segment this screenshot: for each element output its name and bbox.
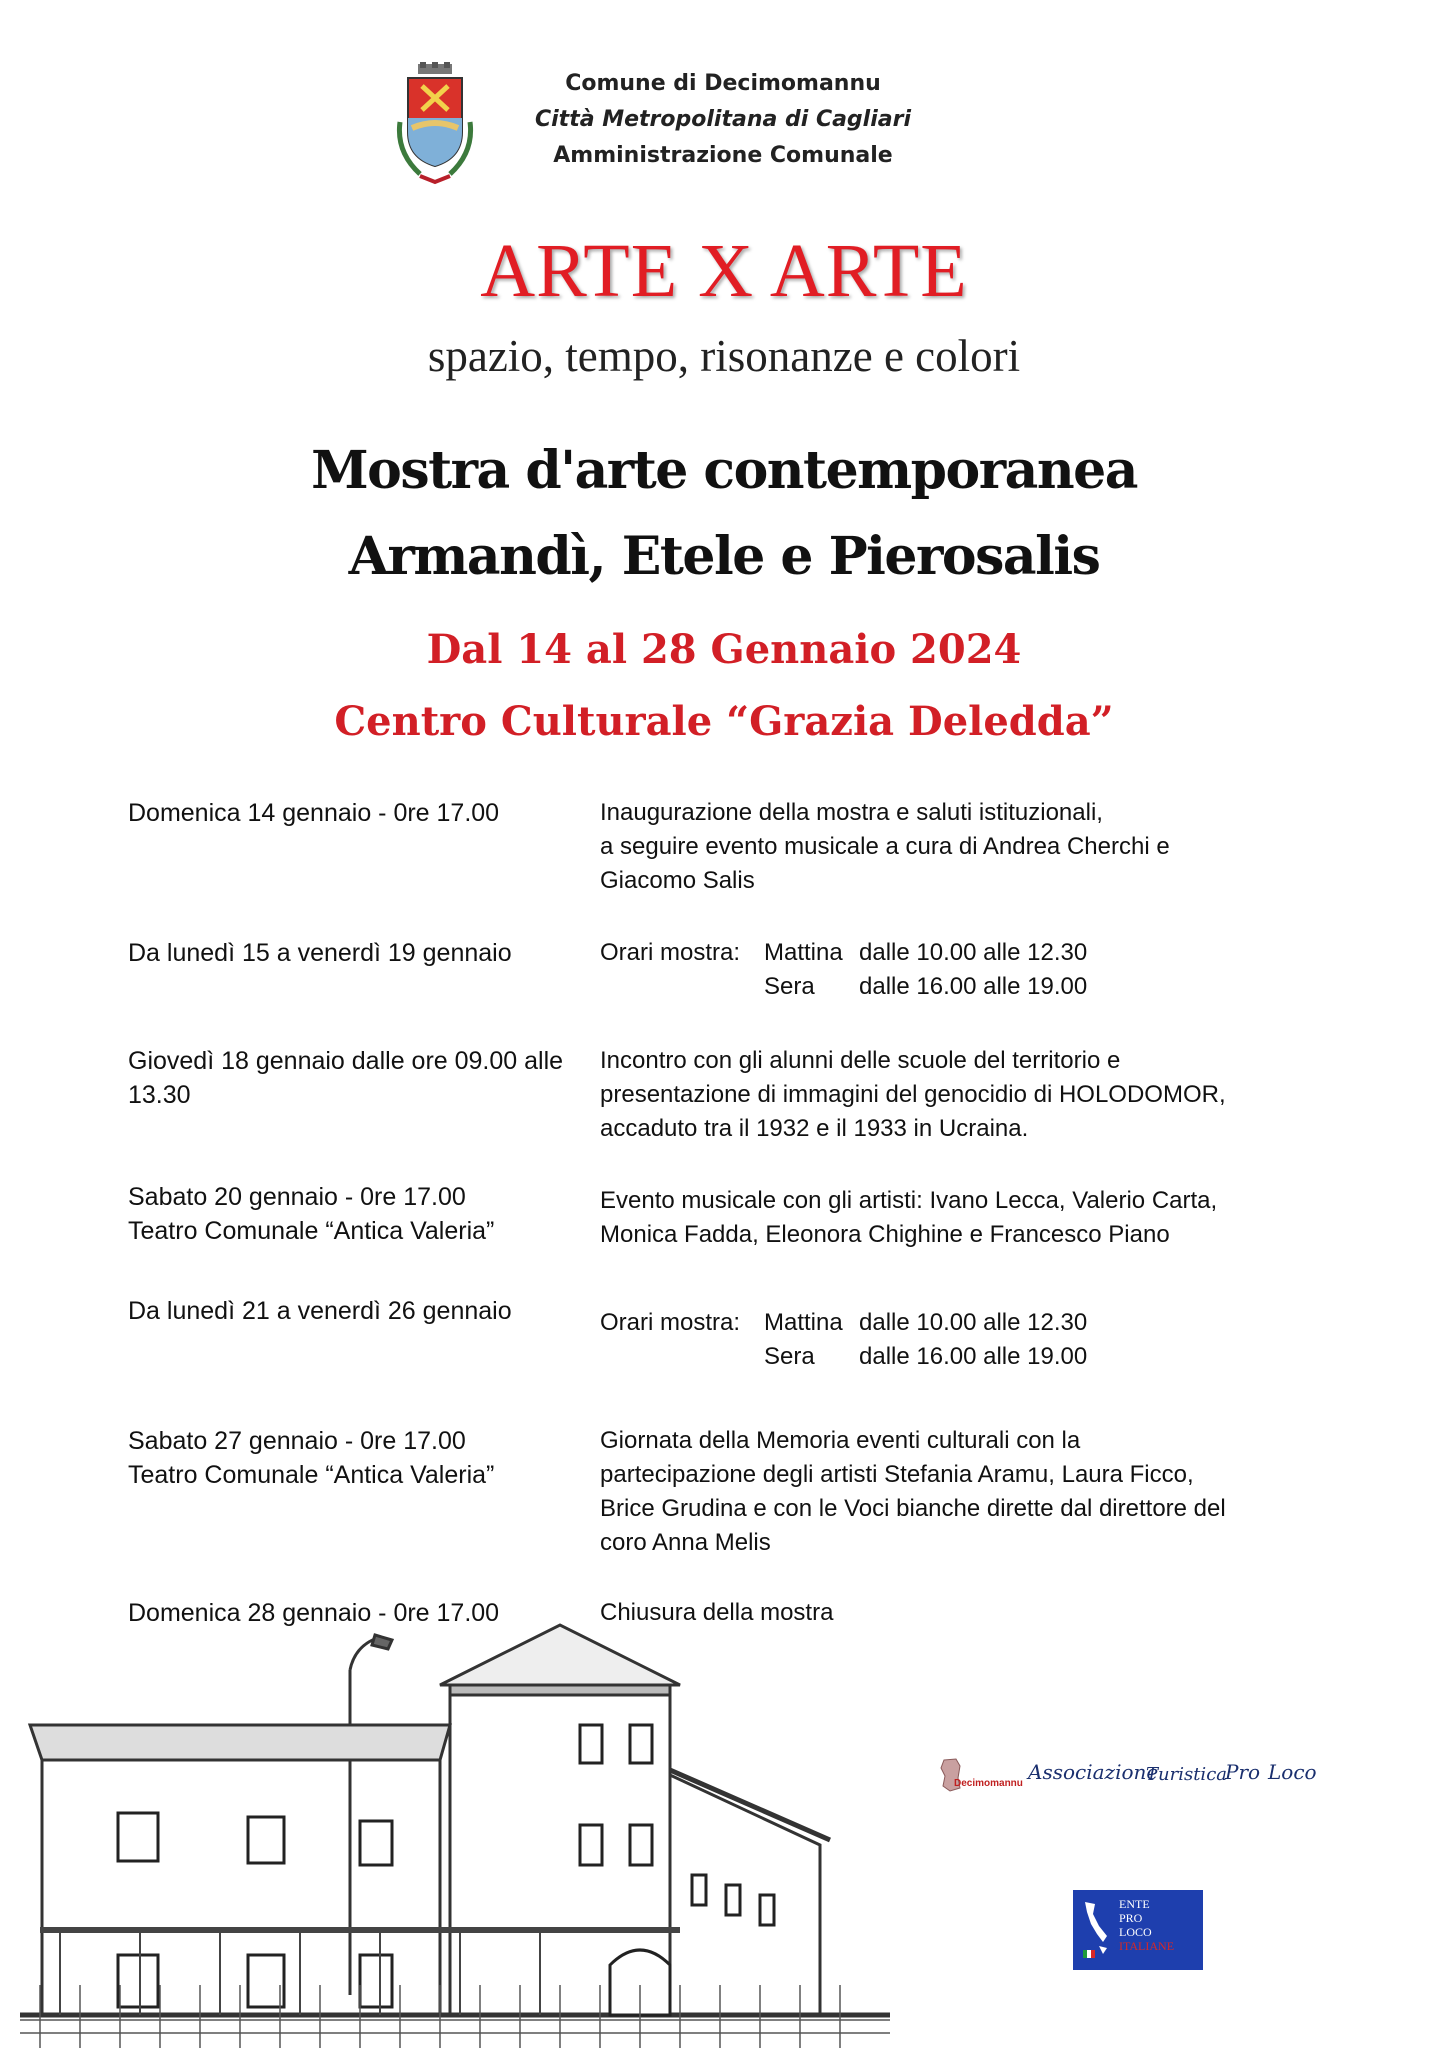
schedule-when <box>128 1180 578 1248</box>
schedule-when <box>128 1044 578 1112</box>
ente-pro-loco-logo <box>1073 1890 1203 1970</box>
when-line: Da lunedì 21 a venerdì 26 gennaio <box>128 1297 512 1325</box>
schedule-what <box>600 796 1360 898</box>
when-line: Sabato 20 gennaio - 0re 17.00 <box>128 1183 466 1211</box>
assoc-word1: Associazione <box>1028 1760 1159 1784</box>
when-line: 13.30 <box>128 1081 191 1109</box>
assoc-word3: Pro <box>1225 1760 1261 1784</box>
ente-line3: LOCO <box>1119 1925 1152 1939</box>
exhibition-dates <box>0 614 1448 758</box>
headline-line2: Armandì, Etele e Pierosalis <box>348 526 1100 587</box>
what-line: Monica Fadda, Eleonora Chighine e Francesco Piano <box>600 1221 1170 1248</box>
assoc-word2: Turistica <box>1146 1764 1227 1785</box>
assoc-town: Decimomannu <box>954 1778 1023 1789</box>
what-line: Brice Grudina e con le Voci bianche dirette dal direttore del <box>600 1495 1226 1522</box>
italy-map-icon <box>1081 1900 1109 1960</box>
hours-morning-time: dalle 10.00 alle 12.30 <box>859 1309 1088 1336</box>
what-line: Chiusura della mostra <box>600 1599 834 1626</box>
hours-label: Orari mostra: <box>600 939 741 966</box>
hours-evening-time: dalle 16.00 alle 19.00 <box>859 973 1088 1000</box>
what-line: coro Anna Melis <box>600 1529 771 1556</box>
hours-evening: Sera <box>764 1343 815 1370</box>
what-line: Inaugurazione della mostra e saluti istituzionali, <box>600 799 1103 826</box>
cultural-center-building-sketch <box>20 1545 890 2048</box>
when-line: Teatro Comunale “Antica Valeria” <box>128 1461 495 1489</box>
assoc-word4: Loco <box>1268 1760 1317 1784</box>
what-line: presentazione di immagini del genocidio di HOLODOMOR, <box>600 1081 1226 1108</box>
hours-evening: Sera <box>764 973 815 1000</box>
header-line-comune: Comune di Decimomannu <box>565 71 881 96</box>
ente-line4: ITALIANE <box>1119 1939 1175 1953</box>
what-line: Incontro con gli alunni delle scuole del territorio e <box>600 1047 1121 1074</box>
hours-morning: Mattina <box>764 1309 843 1336</box>
date-range: Dal 14 al 28 Gennaio 2024 <box>426 626 1022 673</box>
when-line: Da lunedì 15 a venerdì 19 gennaio <box>128 939 512 967</box>
opening-hours <box>600 1306 1087 1374</box>
ente-line2: PRO <box>1119 1911 1143 1925</box>
exhibition-headline <box>0 428 1448 600</box>
what-line: Evento musicale con gli artisti: Ivano Lecca, Valerio Carta, <box>600 1187 1218 1214</box>
when-line: Giovedì 18 gennaio dalle ore 09.00 alle <box>128 1047 564 1075</box>
what-line: accaduto tra il 1932 e il 1933 in Ucraina. <box>600 1115 1029 1142</box>
hours-morning-time: dalle 10.00 alle 12.30 <box>859 939 1088 966</box>
when-line: Sabato 27 gennaio - 0re 17.00 <box>128 1427 466 1455</box>
municipal-crest-icon <box>390 62 480 188</box>
schedule-what <box>600 1184 1360 1252</box>
pro-loco-association-logo <box>940 1752 1320 1802</box>
headline-line1: Mostra d'arte contemporanea <box>311 440 1137 501</box>
schedule-when <box>128 796 578 830</box>
municipal-header <box>390 62 950 192</box>
poster-title: ARTE X ARTE <box>480 229 968 313</box>
what-line: Giornata della Memoria eventi culturali con la <box>600 1427 1081 1454</box>
venue: Centro Culturale “Grazia Deledda” <box>334 698 1114 745</box>
hours-label: Orari mostra: <box>600 1309 741 1336</box>
opening-hours <box>600 936 1087 1004</box>
schedule-when <box>128 1424 578 1492</box>
schedule-what <box>600 1424 1360 1560</box>
header-line-amministrazione: Amministrazione Comunale <box>553 143 893 168</box>
schedule-when <box>128 936 578 970</box>
schedule-when <box>128 1294 578 1328</box>
ente-line1: ENTE <box>1119 1897 1150 1911</box>
schedule-what <box>600 1044 1360 1146</box>
when-line: Domenica 14 gennaio - 0re 17.00 <box>128 799 500 827</box>
hours-evening-time: dalle 16.00 alle 19.00 <box>859 1343 1088 1370</box>
when-line: Teatro Comunale “Antica Valeria” <box>128 1217 495 1245</box>
what-line: a seguire evento musicale a cura di Andrea Cherchi e <box>600 833 1170 860</box>
what-line: partecipazione degli artisti Stefania Aramu, Laura Ficco, <box>600 1461 1194 1488</box>
what-line: Giacomo Salis <box>600 867 755 894</box>
header-line-citta: Città Metropolitana di Cagliari <box>535 107 911 132</box>
hours-morning: Mattina <box>764 939 843 966</box>
when-line: Domenica 28 gennaio - 0re 17.00 <box>128 1599 500 1627</box>
poster-subtitle: spazio, tempo, risonanze e colori <box>427 331 1021 381</box>
